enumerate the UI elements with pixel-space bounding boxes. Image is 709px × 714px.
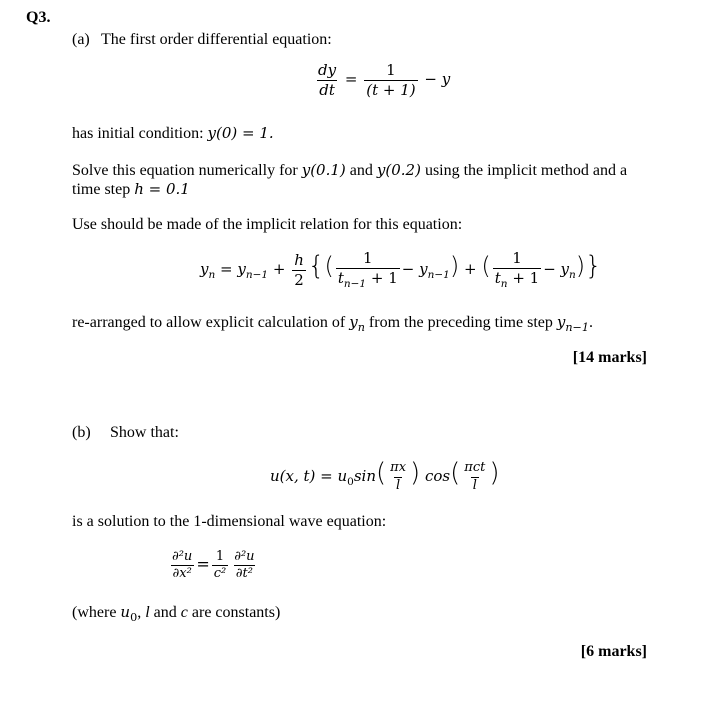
minus-b: − y [543,260,570,279]
sin-denominator: l [396,477,401,493]
fraction-a-num: 1 [363,249,373,267]
fraction-b-num: 1 [512,249,522,267]
paren-a-close: ) [449,252,460,281]
minus-b-sub: n [569,269,576,282]
initial-condition-text: has initial condition: [72,125,208,142]
sin-fraction [388,461,408,493]
solve-y01: y(0.1) [301,161,346,179]
wave-equals: = [196,554,210,574]
ode-lhs-denominator: dt [319,80,335,99]
sin-numerator: πx [390,460,407,476]
implicit-plus: + [272,260,286,279]
wave-lhs-numerator: ∂²u [172,549,193,564]
cos-fraction [462,461,487,493]
rearrange-instruction [72,312,593,338]
part-b-marks: [6 marks] [580,643,647,660]
rearrange-yn: y [349,313,358,331]
rearrange-text-2: from the preceding time step [364,314,557,331]
question-number: Q3. [26,9,51,26]
wave-rhs-fraction [232,550,256,582]
where-text-3: and [149,604,181,621]
rearrange-ynm1-sub: n−1 [565,321,590,335]
ode-equals: = [344,70,358,88]
sin-label: sin [353,467,376,485]
fraction-b-den-tail: + 1 [512,268,540,287]
cos-paren-close: ) [489,458,500,488]
solve-and: and [345,162,377,179]
initial-condition-math: y(0) = 1. [207,124,274,142]
wave-coef-denominator: c² [213,566,227,582]
wave-equation [168,550,259,582]
paren-b-open: ( [481,252,491,281]
implicit-intro: Use should be made of the implicit relation for this equation: [72,216,463,233]
rearrange-end: . [589,314,594,331]
part-a-marks: [14 marks] [572,349,647,366]
u-lhs: u(x, t) = u [270,467,348,485]
solve-y02: y(0.2) [376,161,421,179]
wave-lhs-fraction [170,550,194,582]
sin-paren-open: ( [376,458,387,488]
minus-a: − y [401,260,428,279]
h-over-2 [292,252,306,288]
where-u: u [120,603,131,621]
minus-a-sub: n−1 [427,269,450,282]
wave-rhs-denominator: ∂t² [235,566,253,582]
solve-text-1: Solve this equation numerically for [72,162,302,179]
wave-coef-fraction [212,550,229,582]
wave-rhs-numerator: ∂²u [234,549,255,564]
part-a-intro: The first order differential equation: [101,31,332,48]
cos-numerator: πct [464,460,486,476]
fraction-b [493,250,541,290]
ode-lhs-fraction [316,62,338,98]
wave-coef-numerator: 1 [215,549,225,564]
fraction-b-den-sub: n [500,277,508,290]
ode-rhs-denominator: (t + 1) [366,80,416,99]
implicit-lhs: y [200,260,209,279]
ode-rhs-numerator: 1 [386,61,396,79]
time-step-math: h = 0.1 [134,180,190,198]
paren-a-open: ( [324,252,334,281]
wave-lhs-denominator: ∂x² [172,566,192,582]
fraction-a-den-t: t [337,268,344,287]
time-step-text: time step [72,181,135,198]
paren-b-close: ) [575,252,586,281]
implicit-eq: = y [220,260,246,279]
rearrange-ynm1: y [556,313,566,331]
where-text-4: are constants) [187,604,281,621]
outer-brace-open: { [307,251,325,282]
part-a-label: (a) [72,31,90,48]
implicit-eq-sub: n−1 [245,269,269,282]
solve-text-2: using the implicit method and a [420,162,628,179]
where-c: c [180,604,188,621]
implicit-lhs-sub: n [208,269,216,282]
fraction-a-den-tail: + 1 [370,268,398,287]
where-l: l [145,604,150,621]
outer-brace-close: } [585,251,602,282]
ode-rhs-tail: − y [424,70,451,88]
implicit-equation [200,250,602,290]
h-numerator: h [294,251,304,270]
where-text-1: (where [72,604,121,621]
ode-rhs-fraction [364,62,417,98]
solve-instruction [72,160,627,181]
time-step-line [72,179,190,200]
ode-lhs-numerator: dy [318,61,337,79]
where-line [72,602,280,628]
where-text-2: , [137,604,146,621]
rearrange-text-1: re-arranged to allow explicit calculation of [72,314,350,331]
cos-paren-open: ( [450,458,461,488]
two-denominator: 2 [294,270,304,289]
sin-paren-close: ) [410,458,421,488]
u-equation [270,458,500,493]
where-u-sub: 0 [130,611,138,625]
initial-condition [72,123,274,144]
fraction-b-den-t: t [494,268,501,287]
part-b-intro: Show that: [110,424,179,441]
part-b-label: (b) [72,424,91,441]
rearrange-yn-sub: n [357,321,365,335]
fraction-a [336,250,400,290]
cos-denominator: l [472,477,477,493]
u-lhs-sub: 0 [347,476,354,488]
implicit-plus-mid: + [464,260,477,279]
fraction-a-den-sub: n−1 [343,277,367,290]
cos-label: cos [424,467,451,485]
solution-text: is a solution to the 1-dimensional wave equation: [72,513,387,530]
ode-equation [314,62,450,98]
